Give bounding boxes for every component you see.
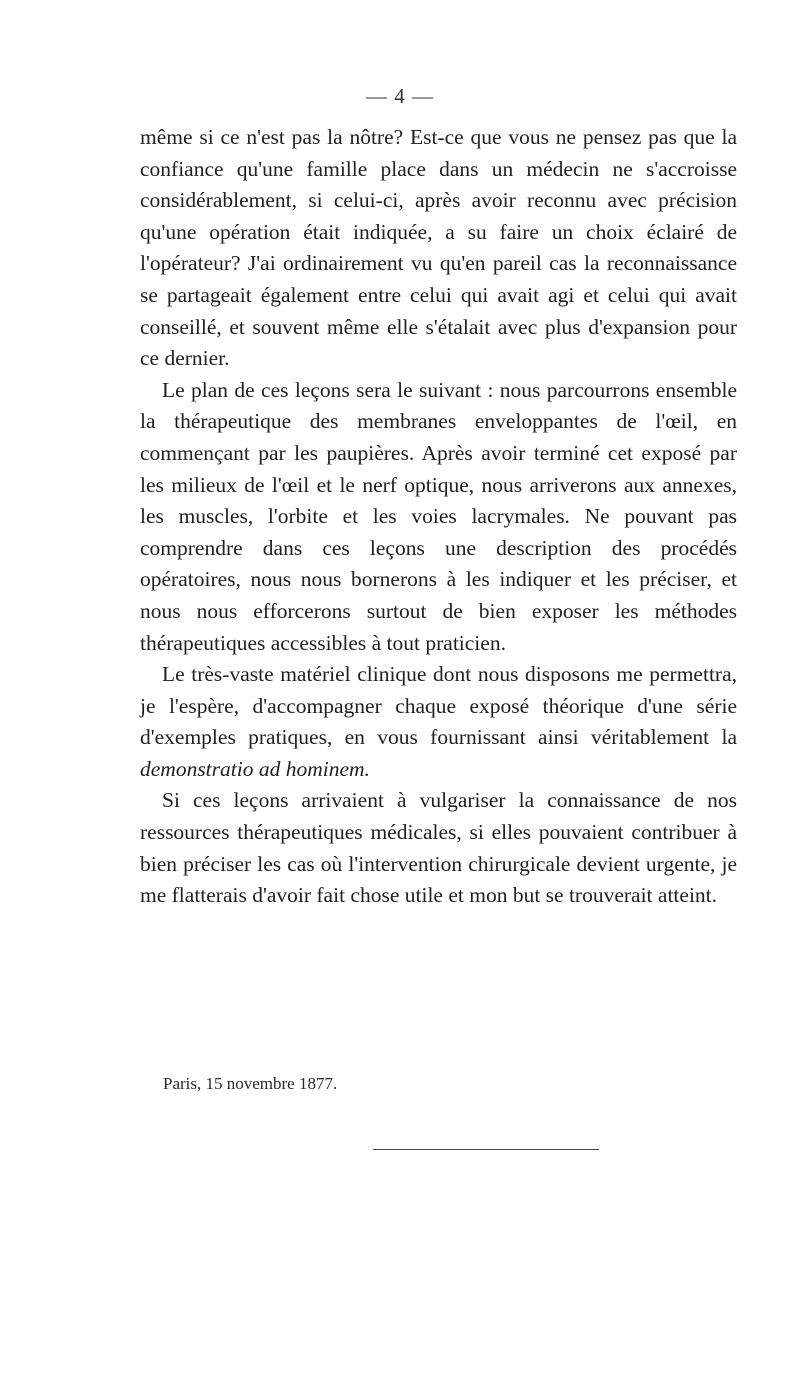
body-text [140, 122, 737, 912]
latin-phrase: demonstratio ad hominem. [140, 756, 370, 781]
closing-rule [373, 1149, 599, 1150]
page-number: — 4 — [366, 84, 434, 108]
paragraph-2: Le plan de ces leçons sera le suivant : nous parcourrons ensemble la thérapeutique des membranes enveloppantes de l'œil, en commençant par les paupières. Après avoir terminé cet exposé par les milieux de l'œil et le nerf optique, nous arriverons aux annexes, les muscles, l'orbite et les voies lacrymales. Ne pouvant pas comprendre dans ces leçons une description des procédés opératoires, nous nous bornerons à les indiquer et les préciser, et nous nous efforcerons surtout de bien exposer les méthodes thérapeutiques accessibles à tout praticien. [140, 377, 737, 655]
paragraph-1: même si ce n'est pas la nôtre? Est-ce que vous ne pensez pas que la confiance qu'une famille place dans un médecin ne s'accroisse considérablement, si celui-ci, après avoir reconnu avec précision qu'une opération était indiquée, a su faire un choix éclairé de l'opérateur? J'ai ordinairement vu qu'en pareil cas la reconnaissance se partageait également entre celui qui avait agi et celui qui avait conseillé, et souvent même elle s'étalait avec plus d'expansion pour ce dernier. [140, 125, 737, 371]
paragraph-3 [140, 659, 737, 785]
paragraph-3-text: Le très-vaste matériel clinique dont nous disposons me permettra, je l'espère, d'accompagner chaque exposé théorique d'une série d'exemples pratiques, en vous fournissant ainsi véritablement la [140, 662, 737, 750]
dateline: Paris, 15 novembre 1877. [163, 1074, 338, 1093]
paragraph-4: Si ces leçons arrivaient à vulgariser la connaissance de nos ressources thérapeutiques médicales, si elles pouvaient contribuer à bien préciser les cas où l'intervention chirurgicale devient urgente, je me flatterais d'avoir fait chose utile et mon but se trouverait atteint. [140, 788, 737, 908]
